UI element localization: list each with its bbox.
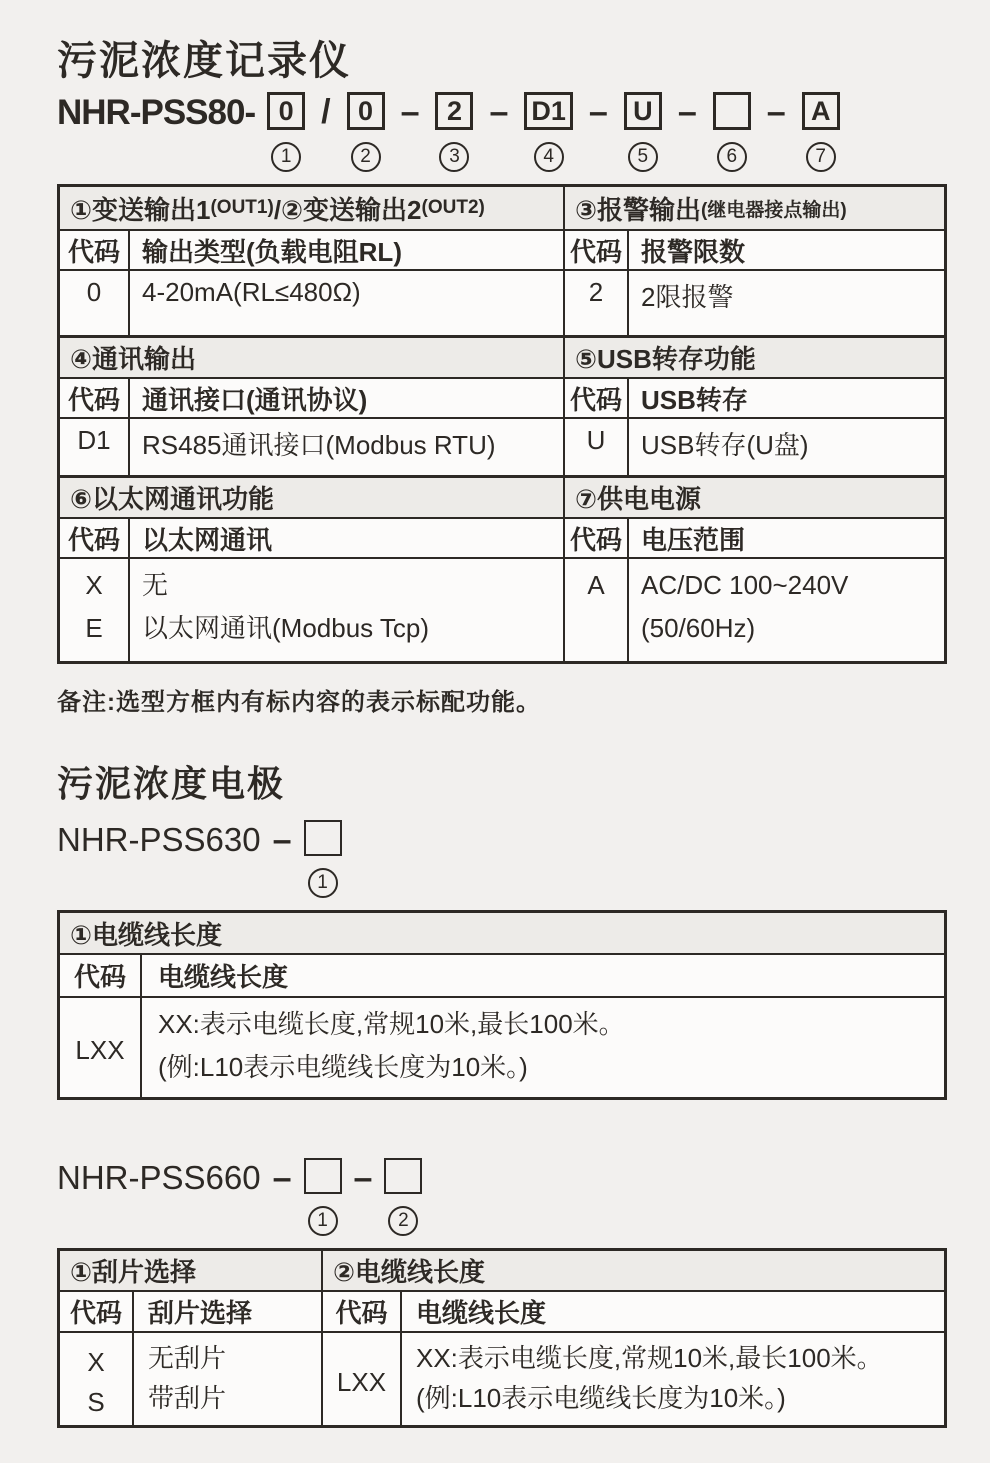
separator-dash: –: [272, 1159, 292, 1198]
section1-data-row: [60, 269, 944, 335]
col-code-label: 代码: [563, 519, 629, 557]
code-value: U: [563, 419, 629, 475]
code-box-5: U: [624, 92, 662, 130]
section3-data-row: [60, 557, 944, 661]
code-value: D1: [60, 419, 130, 475]
circled-number-7: 7: [806, 142, 836, 172]
pss660-model-prefix: NHR-PSS660: [57, 1159, 261, 1197]
model-segment-5: [624, 92, 662, 172]
pss630-subheader-row: [60, 953, 944, 996]
code-value: X: [85, 570, 103, 600]
col-voltage-range-label: 电压范围: [641, 524, 746, 555]
code-value: X: [87, 1346, 105, 1377]
cable-length-line-2: (例:L10表示电缆线长度为10米。): [416, 1383, 786, 1414]
code-value: LXX: [336, 1366, 387, 1397]
col-alarm-limit-label: 报警限数: [641, 236, 746, 267]
circled-number-2: 2: [388, 1206, 418, 1236]
code-box-empty: [384, 1158, 422, 1194]
circled-number-4: 4: [534, 142, 564, 172]
col-output-type-label: 输出类型(负载电阻RL): [142, 236, 402, 267]
col-code-label: 代码: [60, 231, 130, 269]
section3-header-row: [60, 475, 944, 517]
col-code-label: 代码: [60, 379, 130, 417]
usb-value: USB转存(U盘): [641, 430, 809, 460]
comm-interface-value: RS485通讯接口(Modbus RTU): [142, 430, 496, 460]
cable-length-line-2: (例:L10表示电缆线长度为10米。): [158, 1052, 528, 1083]
header-power-supply: ⑦供电电源: [563, 478, 944, 517]
header-transmit-output2: /②变送输出2: [273, 194, 422, 225]
pss630-data-row: [60, 996, 944, 1097]
col-code-label: 代码: [321, 1292, 402, 1331]
header-usb-function: ⑤USB转存功能: [563, 338, 944, 377]
separator-dash: –: [353, 1159, 373, 1198]
code-value: 0: [60, 271, 130, 335]
cable-length-description: [142, 998, 944, 1097]
col-code-label: 代码: [60, 519, 130, 557]
header-cable-length: ②电缆线长度: [321, 1251, 944, 1290]
pss630-header-row: [60, 913, 944, 953]
model-segment-4: [524, 92, 573, 172]
pss660-segment-2: [384, 1158, 422, 1236]
code-values: [60, 559, 130, 661]
code-value: 2: [563, 271, 629, 335]
section2-subheader-row: [60, 377, 944, 417]
pss660-segment-1: [304, 1158, 342, 1236]
col-code-label: 代码: [563, 231, 629, 269]
selection-note: 备注:选型方框内有标内容的表示标配功能。: [57, 689, 541, 716]
header-alarm-small: (继电器接点输出): [701, 199, 847, 221]
circled-number-5: 5: [628, 142, 658, 172]
circled-number-2: 2: [351, 142, 381, 172]
alarm-limit-value: 2限报警: [641, 282, 734, 312]
model-segment-3: [435, 92, 473, 172]
model-segment-2: [347, 92, 385, 172]
header-transmit-output1: ①变送输出1: [70, 194, 211, 225]
section1-header-left: [60, 187, 563, 229]
col-usb-label: USB转存: [641, 384, 748, 415]
separator-dash: –: [272, 821, 292, 860]
section1-header-right: [563, 187, 944, 229]
pss660-data-row: [60, 1331, 944, 1425]
code-values: [60, 998, 142, 1097]
code-box-7: A: [802, 92, 840, 130]
scraper-option-with: 带刮片: [148, 1383, 227, 1414]
cable-length-description: [402, 1333, 944, 1425]
col-code-label: 代码: [60, 1292, 134, 1331]
scraper-option-without: 无刮片: [148, 1343, 227, 1374]
code-box-empty: [304, 820, 342, 856]
circled-number-6: 6: [717, 142, 747, 172]
col-cable-length-label: 电缆线长度: [158, 962, 289, 993]
separator-dash: –: [400, 93, 420, 131]
header-ethernet-function: ⑥以太网通讯功能: [70, 484, 275, 514]
recorder-selection-table: [57, 184, 947, 664]
pss630-model-prefix: NHR-PSS630: [57, 821, 261, 859]
separator-slash: /: [321, 93, 331, 131]
separator-dash: –: [677, 93, 697, 131]
section2-data-row: [60, 417, 944, 475]
pss660-subheader-row: [60, 1290, 944, 1331]
code-values: [321, 1333, 402, 1425]
section3-subheader-row: [60, 517, 944, 557]
code-value: E: [85, 613, 103, 643]
header-comm-output: ④通讯输出: [70, 344, 197, 374]
separator-dash: –: [766, 93, 786, 131]
code-box-4: D1: [524, 92, 573, 130]
col-scraper-label: 刮片选择: [148, 1298, 253, 1329]
code-box-2: 0: [347, 92, 385, 130]
voltage-range-value: [629, 559, 944, 661]
header-out1-small: (OUT1): [210, 197, 274, 218]
col-ethernet-label: 以太网通讯: [142, 524, 273, 555]
pss630-model-row: [57, 820, 947, 898]
ethernet-values: [130, 559, 563, 661]
code-values: [563, 559, 629, 661]
cable-length-line-1: XX:表示电缆长度,常规10米,最长100米。: [158, 1009, 625, 1040]
ethernet-option-modbus-tcp: 以太网通讯(Modbus Tcp): [142, 613, 430, 643]
section1-subheader-row: [60, 229, 944, 269]
col-cable-length-label: 电缆线长度: [416, 1298, 547, 1329]
pss660-header-row: [60, 1251, 944, 1290]
section1-header-row: [60, 187, 944, 229]
code-box-3: 2: [435, 92, 473, 130]
header-alarm-output: ③报警输出: [575, 194, 702, 225]
col-code-label: 代码: [60, 955, 142, 996]
model-segment-6: [713, 92, 751, 172]
col-code-label: 代码: [563, 379, 629, 417]
circled-number-3: 3: [439, 142, 469, 172]
pss630-segment-1: [304, 820, 342, 898]
recorder-model-prefix: NHR-PSS80-: [57, 93, 256, 132]
pss630-selection-table: [57, 910, 947, 1100]
col-comm-interface-label: 通讯接口(通讯协议): [142, 384, 368, 415]
ethernet-option-none: 无: [142, 570, 169, 600]
code-box-6-empty: [713, 92, 751, 130]
code-value: LXX: [75, 1034, 125, 1065]
model-segment-1: [267, 92, 305, 172]
separator-dash: –: [588, 93, 608, 131]
recorder-model-row: [57, 92, 947, 172]
header-cable-length: ①电缆线长度: [70, 919, 223, 950]
pss660-selection-table: [57, 1248, 947, 1428]
header-scraper-select: ①刮片选择: [70, 1257, 197, 1288]
model-segment-7: [802, 92, 840, 172]
voltage-line-2: (50/60Hz): [641, 613, 756, 643]
output-type-value: 4-20mA(RL≤480Ω): [142, 277, 361, 307]
electrode-title: 污泥浓度电极: [57, 763, 286, 804]
header-out2-small: (OUT2): [421, 197, 485, 218]
pss660-model-row: [57, 1158, 947, 1236]
circled-number-1: 1: [308, 1206, 338, 1236]
separator-dash: –: [489, 93, 509, 131]
code-value: A: [587, 570, 605, 600]
code-values: [60, 1333, 134, 1425]
voltage-line-1: AC/DC 100~240V: [641, 570, 849, 600]
section2-header-row: [60, 335, 944, 377]
code-value: S: [87, 1386, 105, 1417]
circled-number-1: 1: [271, 142, 301, 172]
circled-number-1: 1: [308, 868, 338, 898]
recorder-title: 污泥浓度记录仪: [57, 39, 351, 83]
scraper-values: [134, 1333, 321, 1425]
code-box-1: 0: [267, 92, 305, 130]
cable-length-line-1: XX:表示电缆长度,常规10米,最长100米。: [416, 1343, 883, 1374]
code-box-empty: [304, 1158, 342, 1194]
